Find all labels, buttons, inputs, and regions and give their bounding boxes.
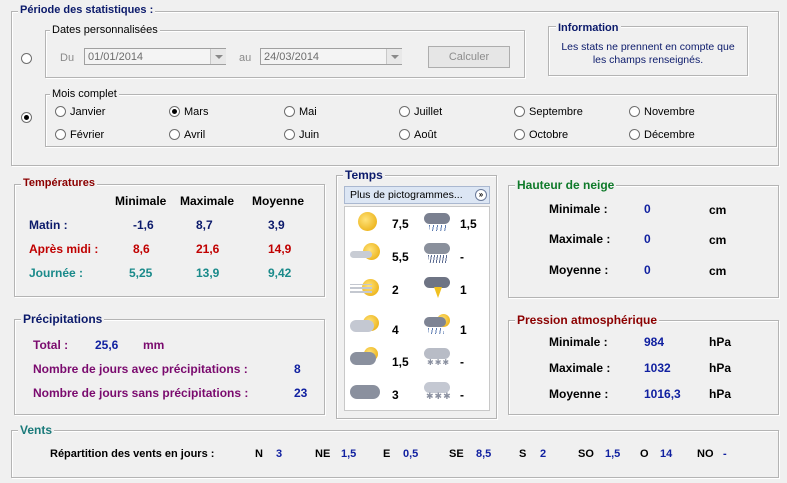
temp-header-min: Minimale <box>115 194 167 208</box>
weather-sun-rain-value: 1 <box>460 323 467 337</box>
month-label-avril: Avril <box>184 129 206 141</box>
chevron-down-icon[interactable]: » <box>475 189 487 201</box>
wind-value-o: 14 <box>660 448 673 460</box>
wind-value-ne: 1,5 <box>341 448 357 460</box>
temp-header-max: Maximale <box>180 194 235 208</box>
month-radio-septembre[interactable] <box>514 106 525 117</box>
calc-button[interactable]: Calculer <box>428 46 510 68</box>
snow-min-label: Minimale : <box>549 202 608 216</box>
temp-afternoon-max: 21,6 <box>196 242 220 256</box>
temperatures-title: Températures <box>23 177 95 189</box>
month-label-novembre: Novembre <box>644 106 695 118</box>
thunderstorm-icon <box>421 276 455 300</box>
wind-value-s: 2 <box>540 448 547 460</box>
info-text-2: les champs renseignés. <box>592 54 704 66</box>
wind-value-n: 3 <box>276 448 283 460</box>
pressure-avg-value: 1016,3 <box>644 387 681 401</box>
wind-dir-e: E <box>383 448 391 460</box>
pressure-min-unit: hPa <box>709 335 732 349</box>
weather-snow-value: - <box>460 355 464 369</box>
snow-max-unit: cm <box>709 233 727 247</box>
month-radio-mai[interactable] <box>284 106 295 117</box>
partly-cloudy-icon <box>348 313 382 337</box>
mostly-cloudy-icon <box>348 346 382 370</box>
month-label-decembre: Décembre <box>644 129 695 141</box>
from-label: Du <box>60 52 75 64</box>
precip-with-label: Nombre de jours avec précipitations : <box>33 362 248 376</box>
info-text-1: Les stats ne prennent en compte que <box>561 41 735 53</box>
month-radio-juin[interactable] <box>284 129 295 140</box>
precip-total-unit: mm <box>143 338 165 352</box>
weather-dropdown[interactable] <box>344 186 490 204</box>
temp-row-label-day: Journée : <box>29 266 84 280</box>
wind-dir-ne: NE <box>315 448 331 460</box>
temp-day-avg: 9,42 <box>268 266 292 280</box>
precip-without-label: Nombre de jours sans précipitations : <box>33 386 249 400</box>
weather-dropdown-label: Plus de pictogrammes... <box>350 189 463 201</box>
temp-afternoon-avg: 14,9 <box>268 242 292 256</box>
heavy-snow-icon: ✱✱✱ <box>421 380 455 404</box>
snow-title: Hauteur de neige <box>517 178 615 192</box>
pressure-min-value: 984 <box>644 335 665 349</box>
snow-min-value: 0 <box>644 202 651 216</box>
temp-day-max: 13,9 <box>196 266 220 280</box>
wind-value-so: 1,5 <box>605 448 621 460</box>
winds-label: Répartition des vents en jours : <box>50 448 215 460</box>
overcast-icon <box>348 380 382 404</box>
snow-avg-value: 0 <box>644 263 651 277</box>
month-radio-janvier[interactable] <box>55 106 66 117</box>
month-radio-aout[interactable] <box>399 129 410 140</box>
pressure-min-label: Minimale : <box>549 335 608 349</box>
weather-heavy-rain-value: - <box>460 250 464 264</box>
temp-morning-avg: 3,9 <box>268 218 285 232</box>
wind-dir-s: S <box>519 448 527 460</box>
precip-with-value: 8 <box>294 362 301 376</box>
snow-avg-label: Moyenne : <box>549 263 609 277</box>
month-label-mai: Mai <box>299 106 317 118</box>
full-month-label: Mois complet <box>52 88 117 100</box>
wind-value-no: - <box>723 448 727 460</box>
wind-dir-no: NO <box>697 448 714 460</box>
heavy-rain-icon <box>421 241 455 265</box>
month-radio-mars[interactable] <box>169 106 180 117</box>
weather-heavy-snow-value: - <box>460 388 464 402</box>
rain-cloud-icon <box>421 210 455 234</box>
precipitations-title: Précipitations <box>23 312 103 326</box>
temp-morning-max: 8,7 <box>196 218 213 232</box>
weather-mostly-cloudy-value: 1,5 <box>392 355 409 369</box>
month-label-fevrier: Février <box>70 129 105 141</box>
from-date-dropdown[interactable] <box>210 49 226 64</box>
month-label-juin: Juin <box>299 129 320 141</box>
pressure-title: Pression atmosphérique <box>517 313 658 327</box>
custom-dates-radio[interactable] <box>21 53 32 64</box>
pressure-max-unit: hPa <box>709 361 732 375</box>
month-label-juillet: Juillet <box>414 106 443 118</box>
custom-dates-label: Dates personnalisées <box>52 24 158 36</box>
weather-partly-cloudy-value: 4 <box>392 323 399 337</box>
wind-dir-o: O <box>640 448 649 460</box>
weather-sun-fog-value: 2 <box>392 283 399 297</box>
month-label-janvier: Janvier <box>70 106 106 118</box>
precip-total-value: 25,6 <box>95 338 119 352</box>
full-month-radio[interactable] <box>21 112 32 123</box>
sun-haze-icon <box>348 241 382 265</box>
pressure-max-label: Maximale : <box>549 361 611 375</box>
temp-morning-min: -1,6 <box>133 218 154 232</box>
month-radio-fevrier[interactable] <box>55 129 66 140</box>
from-date-field[interactable]: 01/01/2014 <box>84 48 226 65</box>
month-radio-avril[interactable] <box>169 129 180 140</box>
month-radio-juillet[interactable] <box>399 106 410 117</box>
snow-max-value: 0 <box>644 232 651 246</box>
temp-day-min: 5,25 <box>129 266 153 280</box>
to-date-dropdown[interactable] <box>386 49 402 64</box>
weather-thunderstorm-value: 1 <box>460 283 467 297</box>
wind-dir-se: SE <box>449 448 464 460</box>
wind-value-se: 8,5 <box>476 448 492 460</box>
month-radio-octobre[interactable] <box>514 129 525 140</box>
month-label-septembre: Septembre <box>529 106 583 118</box>
pressure-max-value: 1032 <box>644 361 671 375</box>
snow-cloud-icon: ✱✱✱ <box>421 346 455 370</box>
weather-sun-haze-value: 5,5 <box>392 250 409 264</box>
sun-rain-icon <box>421 313 455 337</box>
month-label-aout: Août <box>414 129 437 141</box>
month-radio-novembre[interactable] <box>629 106 640 117</box>
wind-dir-so: SO <box>578 448 594 460</box>
precip-total-label: Total : <box>33 338 69 352</box>
to-date-field[interactable]: 24/03/2014 <box>260 48 402 65</box>
info-group <box>548 22 748 76</box>
month-label-octobre: Octobre <box>529 129 569 141</box>
precip-without-value: 23 <box>294 386 308 400</box>
weather-rain-value: 1,5 <box>460 217 477 231</box>
pressure-avg-label: Moyenne : <box>549 387 609 401</box>
month-label-mars: Mars <box>184 106 209 118</box>
winds-title: Vents <box>20 423 53 437</box>
weather-sun-value: 7,5 <box>392 217 409 231</box>
wind-dir-n: N <box>255 448 263 460</box>
snow-avg-unit: cm <box>709 264 727 278</box>
info-title: Information <box>558 22 619 34</box>
temp-header-avg: Moyenne <box>252 194 305 208</box>
sun-icon <box>351 210 385 234</box>
snow-min-unit: cm <box>709 203 727 217</box>
temp-afternoon-min: 8,6 <box>133 242 150 256</box>
wind-value-e: 0,5 <box>403 448 419 460</box>
snow-max-label: Maximale : <box>549 232 611 246</box>
weather-overcast-value: 3 <box>392 388 399 402</box>
temp-row-label-afternoon: Après midi : <box>29 242 99 256</box>
temp-row-label-morning: Matin : <box>29 218 68 232</box>
pressure-avg-unit: hPa <box>709 387 732 401</box>
sun-fog-icon <box>348 276 382 300</box>
period-title: Période des statistiques : <box>20 4 154 16</box>
weather-title: Temps <box>345 168 383 182</box>
to-label: au <box>239 52 252 64</box>
month-radio-decembre[interactable] <box>629 129 640 140</box>
